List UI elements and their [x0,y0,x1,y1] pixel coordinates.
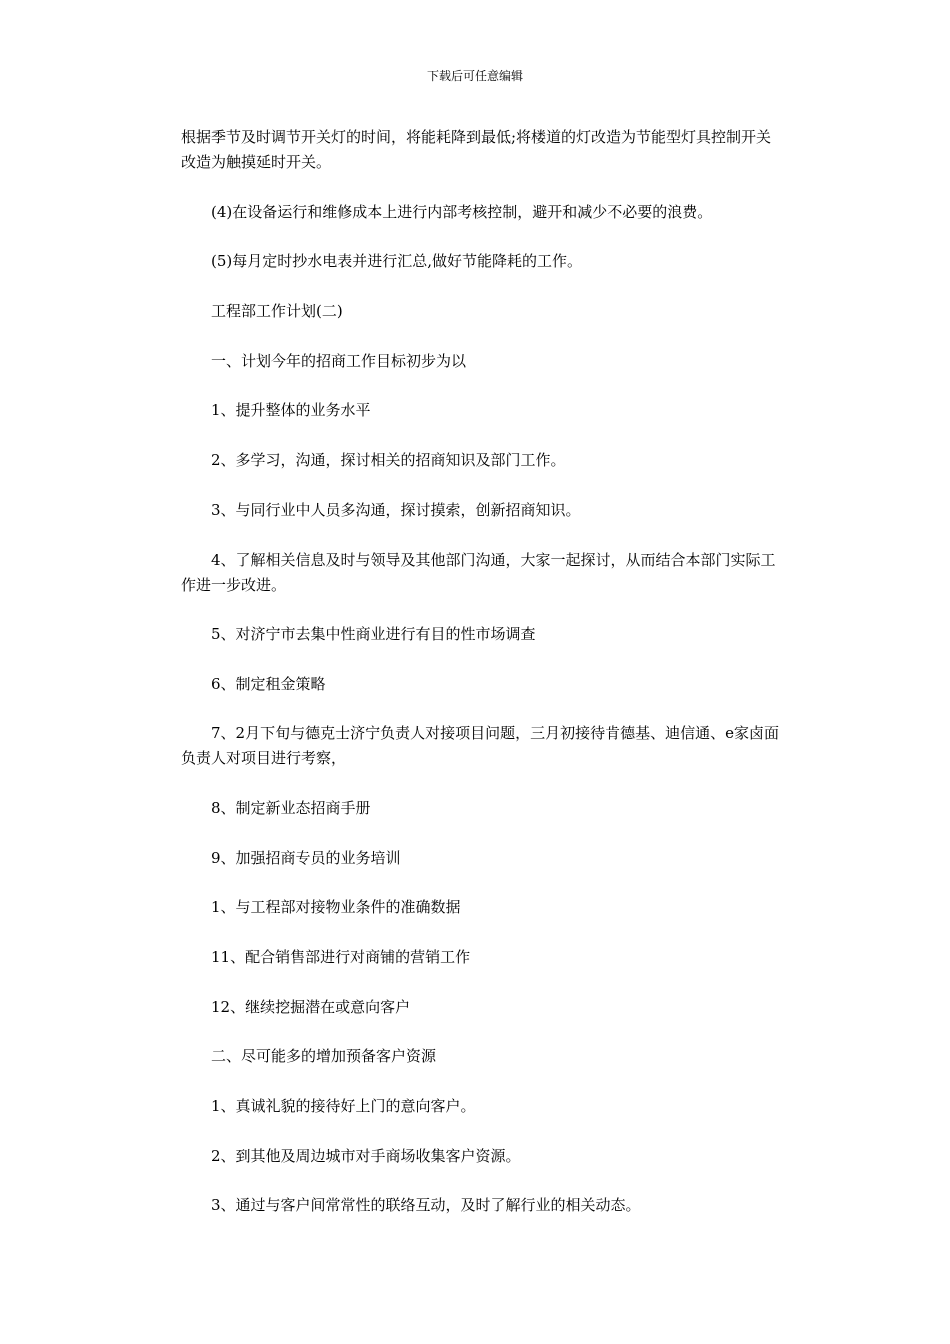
paragraph: 2、到其他及周边城市对手商场收集客户资源。 [181,1147,521,1165]
paragraph: 5、对济宁市去集中性商业进行有目的性市场调查 [181,625,536,643]
paragraph: 工程部工作计划(二) [181,302,343,320]
paragraph: 1、真诚礼貌的接待好上门的意向客户。 [181,1097,476,1115]
paragraph: (5)每月定时抄水电表并进行汇总,做好节能降耗的工作。 [181,252,583,270]
paragraph: 1、与工程部对接物业条件的准确数据 [181,898,461,916]
paragraph: 11、配合销售部进行对商铺的营销工作 [181,948,471,966]
paragraph: 2、多学习，沟通，探讨相关的招商知识及部门工作。 [181,451,566,469]
paragraph: 二、尽可能多的增加预备客户资源 [181,1047,437,1065]
paragraph: 7、2月下旬与德克士济宁负责人对接项目问题，三月初接待肯德基、迪信通、e家卤面负责人对项目进行考察， [181,724,779,767]
paragraph: 根据季节及时调节开关灯的时间，将能耗降到最低;将楼道的灯改造为节能型灯具控制开关改造为触摸延时开关。 [181,128,772,171]
paragraph: 8、制定新业态招商手册 [181,799,371,817]
paragraph: 4、了解相关信息及时与领导及其他部门沟通，大家一起探讨，从而结合本部门实际工作进一步改进。 [181,551,776,594]
paragraph: (4)在设备运行和维修成本上进行内部考核控制，避开和减少不必要的浪费。 [181,203,713,221]
paragraph: 3、通过与客户间常常性的联络互动，及时了解行业的相关动态。 [181,1196,641,1214]
paragraph: 9、加强招商专员的业务培训 [181,849,401,867]
paragraph: 6、制定租金策略 [181,675,326,693]
paragraph: 一、计划今年的招商工作目标初步为以 [181,352,467,370]
paragraph: 1、提升整体的业务水平 [181,401,371,419]
paragraph: 12、继续挖掘潜在或意向客户 [181,998,411,1016]
paragraph: 3、与同行业中人员多沟通，探讨摸索，创新招商知识。 [181,501,581,519]
page-header: 下载后可任意编辑 [426,69,523,83]
